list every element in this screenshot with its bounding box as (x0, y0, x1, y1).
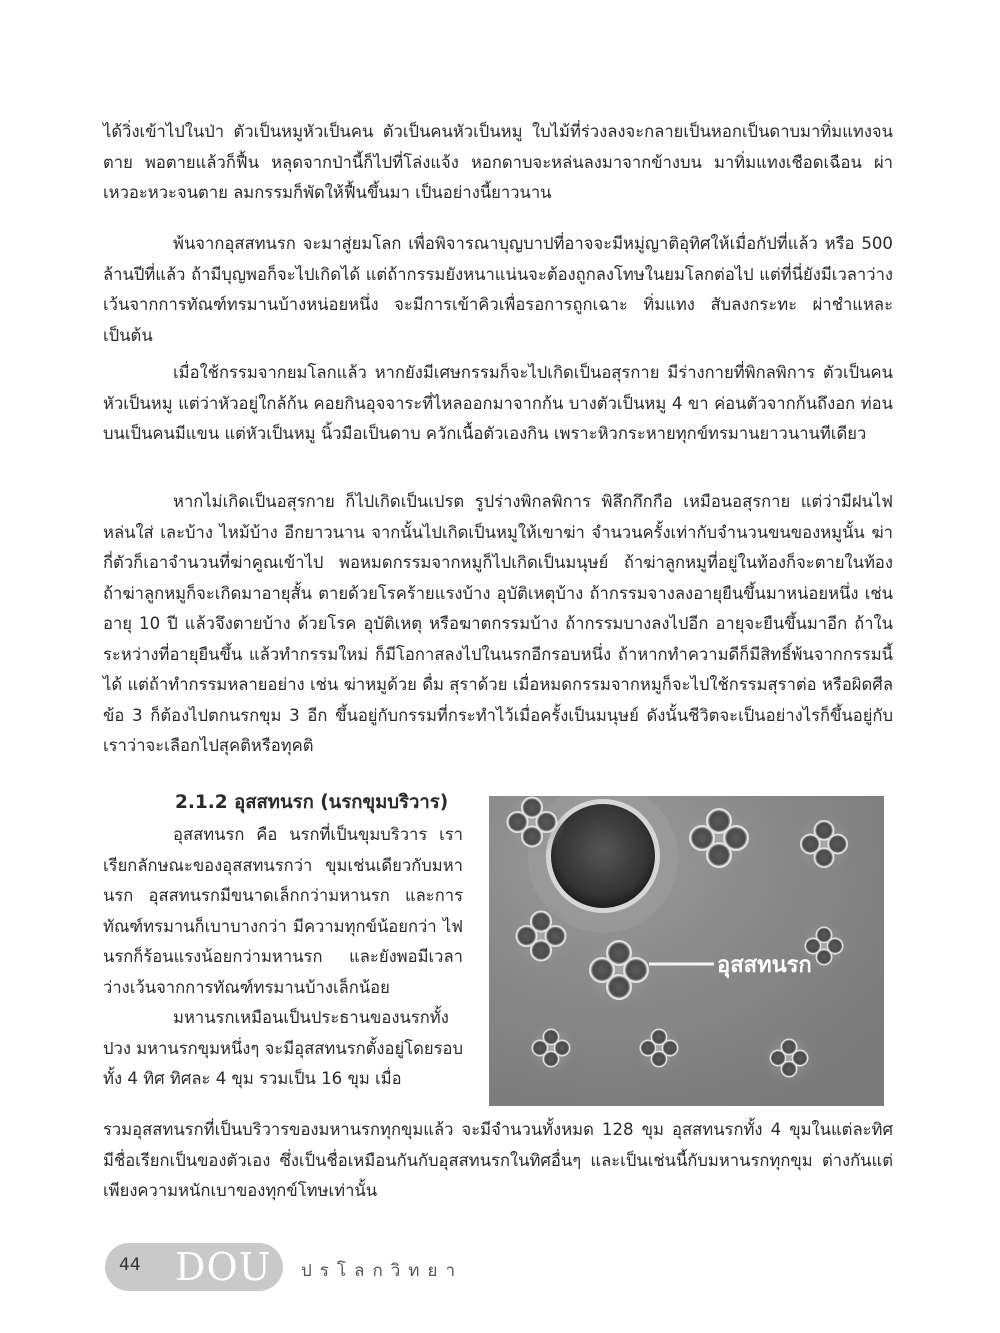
paragraph-7-text: รวมอุสสทนรกที่เป็นบริวารของมหานรกทุกขุมแล้ว จะมีจำนวนทั้งหมด 128 ขุม อุสสทนรกทั้ง 4 ขุมในแต่ละทิศ มีชื่อเรียกเป็นของตัวเอง ซึ่งเป็นชื่อเหมือนกันกับอุสสทนรกในทิศอื่นๆ และเป็นเช่นนี้กับมหานรกทุกขุม ต่างกันแต่เพียงความหนักเบาของทุกข์โทษเท่านั้น (103, 1120, 893, 1200)
paragraph-6-text: มหานรกเหมือนเป็นประธานของนรกทั้งปวง มหานรกขุมหนึ่งๆ จะมีอุสสทนรกตั้งอยู่โดยรอบทั้ง 4 ทิศ ทิศละ 4 ขุม รวมเป็น 16 ขุม เมื่อ (103, 1008, 464, 1088)
paragraph-4 (103, 487, 893, 762)
brand-logo-text: DOU (175, 1245, 272, 1289)
paragraph-7 (103, 1115, 893, 1207)
paragraph-5-text: อุสสทนรก คือ นรกที่เป็นขุมบริวาร เราเรียกลักษณะของอุสสทนรกว่า ขุมเช่นเดียวกับมหานรก อุสสทนรกมีขนาดเล็กกว่ามหานรก และการทัณฑ์ทรมานก็เบาบางกว่า มีความทุกข์น้อยกว่า ไฟนรกก็ร้อนแรงน้อยกว่ามหานรก และยังพอมีเวลาว่างเว้นจากการทัณฑ์ทรมานบ้างเล็กน้อย (103, 825, 463, 997)
paragraph-1 (103, 117, 893, 209)
paragraph-1-text: ได้วิ่งเข้าไปในป่า ตัวเป็นหมูหัวเป็นคน ตัวเป็นคนหัวเป็นหมู ใบไม้ที่ร่วงลงจะกลายเป็นหอกเป็นดาบมาทิ่มแทงจนตาย พอตายแล้วก็ฟื้น หลุดจากป่านี้ก็ไปที่โล่งแจ้ง หอกดาบจะหล่นลงมาจากข้างบน มาทิ่มแทงเชือดเฉือน ผ่าเหวอะหวะจนตาย ลมกรรมก็พัดให้ฟื้นขึ้นมา เป็นอย่างนี้ยาวนาน (103, 122, 893, 202)
paragraph-2 (103, 229, 893, 351)
ussada-hell-figure (489, 796, 884, 1106)
paragraph-3 (103, 358, 893, 450)
page-footer (105, 1243, 605, 1295)
section-heading: 2.1.2 อุสสทนรก (นรกขุมบริวาร) (175, 792, 449, 813)
left-column-text (103, 820, 463, 1095)
hell-pits-illustration (489, 796, 884, 1106)
figure-label: อุสสทนรก (717, 953, 812, 978)
course-name: ปรโลกวิทยา (301, 1261, 464, 1281)
paragraph-4-text: หากไม่เกิดเป็นอสุรกาย ก็ไปเกิดเป็นเปรต รูปร่างพิกลพิการ พิลึกกึกกือ เหมือนอสุรกาย แต่ว่ามีฝนไฟหล่นใส่ เละบ้าง ไหม้บ้าง อีกยาวนาน จากนั้นไปเกิดเป็นหมูให้เขาฆ่า จำนวนครั้งเท่ากับจำนวนขนของหมูนั้น ฆ่ากี่ตัวก็เอาจำนวนที่ฆ่าคูณเข้าไป พอหมดกรรมจากหมูก็ไปเกิดเป็นมนุษย์ ถ้าฆ่าลูกหมูที่อยู่ในท้องก็จะตายในท้อง ถ้าฆ่าลูกหมูก็จะเกิดมาอายุสั้น ตายด้วยโรคร้ายแรงบ้าง อุบัติเหตุบ้าง ถ้ากรรมจางลงอายุยืนขึ้นมาหน่อยหนึ่ง เช่น อายุ 10 ปี แล้วจึงตายบ้าง ด้วยโรค อุบัติเหตุ หรือฆาตกรรมบ้าง ถ้ากรรมบางลงไปอีก อายุจะยืนขึ้นมาอีก ถ้าในระหว่างที่อายุยืนขึ้น แล้วทำกรรมใหม่ ก็มีโอกาสลงไปในนรกอีกรอบหนึ่ง ถ้าหากทำความดีก็มีสิทธิ์พ้นจากกรรมนี้ได้ แต่ถ้าทำกรรมหลายอย่าง เช่น ฆ่าหมูด้วย ดื่ม สุราด้วย เมื่อหมดกรรมจากหมูก็จะไปใช้กรรมสุราต่อ หรือผิดศีลข้อ 3 ก็ต้องไปตกนรกขุม 3 อีก ขึ้นอยู่กับกรรมที่กระทำไว้เมื่อครั้งเป็นมนุษย์ ดังนั้นชีวิตจะเป็นอย่างไรก็ขึ้นอยู่กับเราว่าจะเลือกไปสุคติหรือทุคติ (103, 492, 893, 755)
page-number: 44 (119, 1255, 141, 1275)
paragraph-2-text: พ้นจากอุสสทนรก จะมาสู่ยมโลก เพื่อพิจารณาบุญบาปที่อาจจะมีหมู่ญาติอุทิศให้เมื่อกัปที่แล้ว หรือ 500 ล้านปีที่แล้ว ถ้ามีบุญพอก็จะไปเกิดได้ แต่ถ้ากรรมยังหนาแน่นจะต้องถูกลงโทษในยมโลกต่อไป แต่ที่นี่ยังมีเวลาว่างเว้นจากการทัณฑ์ทรมานบ้างหน่อยหนึ่ง จะมีการเข้าคิวเพื่อรอการถูกเฉาะ ทิ่มแทง สับลงกระทะ ผ่าชำแหละ เป็นต้น (103, 234, 893, 345)
paragraph-3-text: เมื่อใช้กรรมจากยมโลกแล้ว หากยังมีเศษกรรมก็จะไปเกิดเป็นอสุรกาย มีร่างกายที่พิกลพิการ ตัวเป็นคนหัวเป็นหมู แต่ว่าหัวอยู่ใกล้ก้น คอยกินอุจจาระที่ไหลออกมาจากก้น บางตัวเป็นหมู 4 ขา ค่อนตัวจากก้นถึงอก ท่อนบนเป็นคนมีแขน แต่หัวเป็นหมู นิ้วมือเป็นดาบ ควักเนื้อตัวเองกิน เพราะหิวกระหายทุกข์ทรมานยาวนานทีเดียว (103, 363, 893, 443)
